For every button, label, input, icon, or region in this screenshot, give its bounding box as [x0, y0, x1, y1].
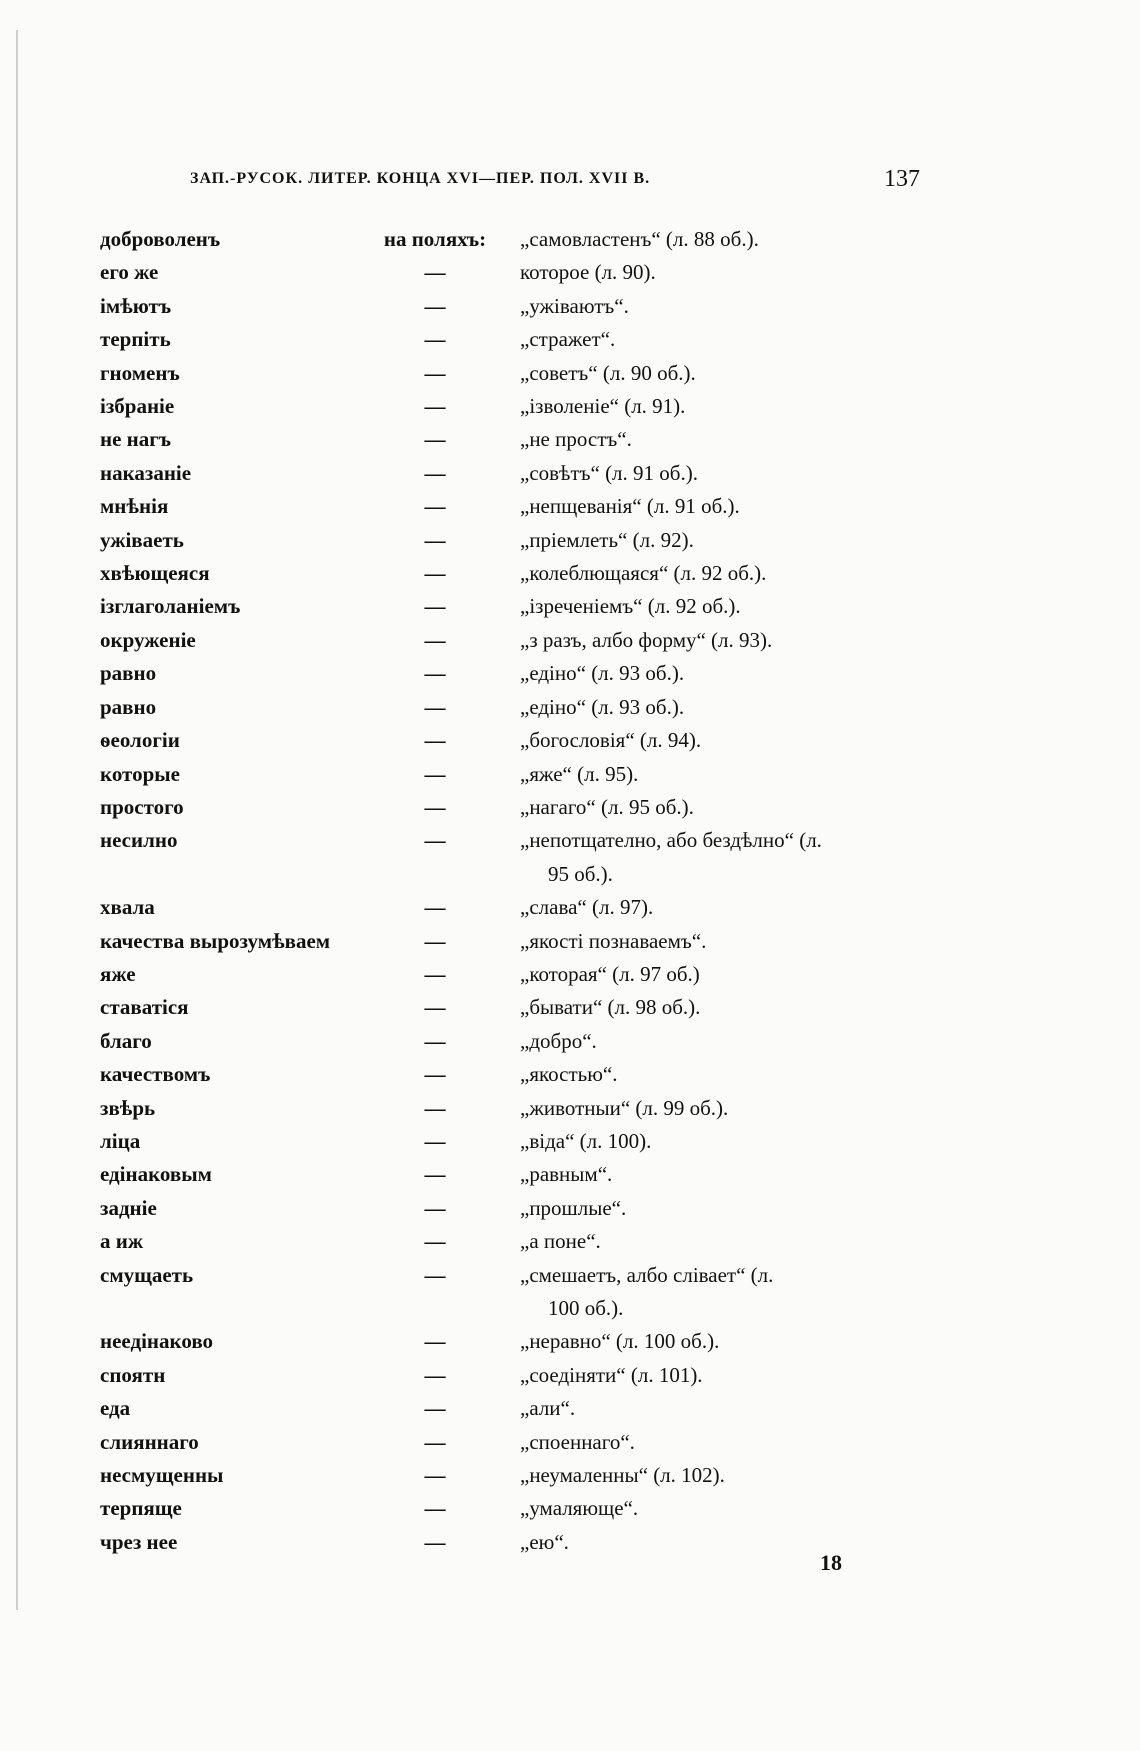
separator: — — [424, 1362, 446, 1387]
headword: ставатіся — [100, 995, 189, 1020]
signature-mark: 18 — [820, 1550, 842, 1575]
separator: — — [424, 427, 446, 452]
glossary-row — [100, 1259, 930, 1326]
headword: чрез нее — [100, 1529, 178, 1554]
headword: споятн — [100, 1362, 166, 1387]
glossary-row — [100, 1092, 930, 1125]
separator: — — [424, 627, 446, 652]
gloss-text: „з разъ, албо форму“ (л. 93). — [520, 627, 773, 652]
separator: — — [424, 460, 446, 485]
gloss-cell — [520, 1459, 930, 1492]
gloss-cell — [520, 758, 930, 791]
separator: — — [424, 360, 446, 385]
gloss-text: „неумаленны“ (л. 102). — [520, 1463, 725, 1488]
glossary-row — [100, 824, 930, 891]
gloss-cell — [520, 791, 930, 824]
gloss-text: „слава“ (л. 97). — [520, 895, 654, 920]
headword: неедінаково — [100, 1329, 214, 1354]
gloss-text: „самовластенъ“ (л. 88 об.). — [520, 227, 759, 251]
headword: слияннаго — [100, 1429, 199, 1454]
headword: терпіть — [100, 327, 171, 352]
gloss-text: „смешаетъ, албо слівает“ (л. — [520, 1262, 774, 1287]
glossary-row — [100, 557, 930, 590]
gloss-text: „добро“. — [520, 1028, 597, 1053]
gloss-cell — [520, 256, 930, 289]
separator: — — [424, 1262, 446, 1287]
gloss-text: „совѣтъ“ (л. 91 об.). — [520, 460, 698, 485]
gloss-cell — [520, 423, 930, 456]
gloss-cell — [520, 323, 930, 356]
gloss-cell — [520, 357, 930, 390]
glossary-row — [100, 1192, 930, 1225]
separator: — — [424, 961, 446, 986]
glossary-row — [100, 724, 930, 757]
gloss-text: „стражет“. — [520, 327, 616, 352]
headword: хвѣющеяся — [100, 561, 210, 586]
gloss-cell — [520, 1359, 930, 1392]
separator: — — [424, 327, 446, 352]
gloss-text: „колеблющаяся“ (л. 92 об.). — [520, 561, 767, 586]
separator: — — [424, 394, 446, 419]
gloss-cell — [520, 390, 930, 423]
gloss-cell — [520, 925, 930, 958]
headword: звѣрь — [100, 1095, 156, 1120]
separator: — — [424, 561, 446, 586]
separator: — — [424, 694, 446, 719]
glossary-row — [100, 891, 930, 924]
gloss-cell — [520, 490, 930, 523]
headword: імѣютъ — [100, 293, 172, 318]
gloss-text: „богословія“ (л. 94). — [520, 728, 702, 753]
gloss-text: „прошлые“. — [520, 1195, 627, 1220]
gloss-text: которое (л. 90). — [520, 260, 656, 285]
separator: — — [424, 1529, 446, 1554]
glossary-row — [100, 791, 930, 824]
headword: не нагъ — [100, 427, 172, 452]
gloss-cell — [520, 290, 930, 323]
gloss-text: „непщеванія“ (л. 91 об.). — [520, 494, 740, 519]
headword: а иж — [100, 1229, 144, 1254]
separator: — — [424, 728, 446, 753]
separator: — — [424, 995, 446, 1020]
glossary-row — [100, 323, 930, 356]
gloss-text: „споеннаго“. — [520, 1429, 635, 1454]
headword: ужіваеть — [100, 527, 184, 552]
gloss-cell — [520, 1526, 930, 1559]
separator: — — [424, 761, 446, 786]
gloss-cell — [520, 1259, 930, 1326]
gloss-text: „а поне“. — [520, 1229, 601, 1254]
gloss-cell — [520, 958, 930, 991]
glossary-row — [100, 490, 930, 523]
gloss-cell — [520, 1392, 930, 1425]
glossary-row — [100, 357, 930, 390]
separator: — — [424, 1095, 446, 1120]
headword: несилно — [100, 828, 178, 853]
gloss-cell — [520, 557, 930, 590]
separator: — — [424, 494, 446, 519]
separator: — — [424, 1463, 446, 1488]
gloss-cell — [520, 891, 930, 924]
headword: ізбраніе — [100, 394, 175, 419]
glossary-row — [100, 223, 930, 256]
gloss-text: „ізволеніе“ (л. 91). — [520, 394, 686, 419]
headword: терпяще — [100, 1496, 182, 1521]
headword: смущаеть — [100, 1262, 194, 1287]
running-head: ЗАП.-РУСОК. ЛИТЕР. КОНЦА XVI—ПЕР. ПОЛ. XVII В. — [190, 170, 651, 187]
glossary-row — [100, 657, 930, 690]
gloss-cell — [520, 590, 930, 623]
gloss-text: „якості познаваемъ“. — [520, 928, 707, 953]
gloss-text: „ужіваютъ“. — [520, 293, 629, 318]
headword: доброволенъ — [100, 227, 221, 251]
glossary-row — [100, 1459, 930, 1492]
separator: — — [424, 1396, 446, 1421]
page-number: 137 — [884, 166, 920, 192]
headword: еда — [100, 1396, 131, 1421]
gloss-text: „непотщателно, або бездѣлно“ (л. — [520, 828, 822, 853]
separator: — — [424, 1496, 446, 1521]
gloss-text: „ізреченіемъ“ (л. 92 об.). — [520, 594, 741, 619]
headword: наказаніе — [100, 460, 192, 485]
gloss-cell — [520, 1058, 930, 1091]
headword: простого — [100, 794, 184, 819]
gloss-continuation: 95 об.). — [548, 861, 613, 886]
gloss-cell — [520, 624, 930, 657]
glossary-row — [100, 256, 930, 289]
separator: — — [424, 527, 446, 552]
glossary-row — [100, 925, 930, 958]
gloss-text: „віда“ (л. 100). — [520, 1128, 652, 1153]
gloss-cell — [520, 1158, 930, 1191]
separator: — — [424, 1062, 446, 1087]
glossary-row — [100, 1158, 930, 1191]
headword: яже — [100, 961, 136, 986]
gloss-cell — [520, 1325, 930, 1358]
separator: — — [424, 260, 446, 285]
headword: гноменъ — [100, 360, 180, 385]
gloss-cell — [520, 1426, 930, 1459]
gloss-text: „бывати“ (л. 98 об.). — [520, 995, 701, 1020]
headword: его же — [100, 260, 159, 285]
gloss-cell — [520, 1192, 930, 1225]
headword: благо — [100, 1028, 152, 1053]
separator: — — [424, 661, 446, 686]
gloss-cell — [520, 223, 930, 256]
gloss-text: „соедіняти“ (л. 101). — [520, 1362, 703, 1387]
gloss-cell — [520, 457, 930, 490]
gloss-text: „яже“ (л. 95). — [520, 761, 639, 786]
gloss-text: „пріемлеть“ (л. 92). — [520, 527, 694, 552]
headword: ліца — [100, 1128, 141, 1153]
headword: несмущенны — [100, 1463, 224, 1488]
glossary-row — [100, 1058, 930, 1091]
headword: едінаковым — [100, 1162, 212, 1187]
headword: задніе — [100, 1195, 157, 1220]
gloss-text: „умаляюще“. — [520, 1496, 639, 1521]
headword: качествомъ — [100, 1062, 211, 1087]
gloss-cell — [520, 657, 930, 690]
glossary-row — [100, 1492, 930, 1525]
gloss-cell — [520, 991, 930, 1024]
glossary-row — [100, 590, 930, 623]
glossary-row — [100, 1125, 930, 1158]
gloss-text: „равным“. — [520, 1162, 613, 1187]
glossary-row — [100, 1225, 930, 1258]
glossary-row — [100, 1025, 930, 1058]
glossary-row — [100, 1526, 930, 1559]
gloss-text: „советъ“ (л. 90 об.). — [520, 360, 696, 385]
gloss-continuation: 100 об.). — [548, 1296, 624, 1320]
gloss-cell — [520, 724, 930, 757]
glossary-row — [100, 457, 930, 490]
separator: — — [424, 1229, 446, 1254]
page-header — [190, 166, 920, 196]
gloss-cell — [520, 1225, 930, 1258]
gloss-cell — [520, 691, 930, 724]
separator: — — [424, 594, 446, 619]
gloss-text: „неравно“ (л. 100 об.). — [520, 1329, 720, 1354]
separator: на поляхъ: — [383, 227, 487, 251]
glossary-row — [100, 290, 930, 323]
separator: — — [424, 1329, 446, 1354]
glossary-row — [100, 991, 930, 1024]
headword: качества вырозумѣваем — [100, 928, 331, 953]
headword: равно — [100, 661, 157, 686]
glossary-row — [100, 390, 930, 423]
gloss-text: „не простъ“. — [520, 427, 632, 452]
separator: — — [424, 794, 446, 819]
glossary-row — [100, 1325, 930, 1358]
separator: — — [424, 895, 446, 920]
glossary-row — [100, 691, 930, 724]
separator: — — [424, 928, 446, 953]
gloss-text: „ею“. — [520, 1529, 569, 1554]
gloss-cell — [520, 1125, 930, 1158]
glossary-row — [100, 1359, 930, 1392]
gloss-text: „али“. — [520, 1396, 576, 1421]
gloss-text: „якостью“. — [520, 1062, 618, 1087]
glossary-row — [100, 524, 930, 557]
glossary-row — [100, 758, 930, 791]
separator: — — [424, 1429, 446, 1454]
separator: — — [424, 293, 446, 318]
gloss-cell — [520, 1092, 930, 1125]
gloss-cell — [520, 824, 930, 891]
separator: — — [424, 1195, 446, 1220]
separator: — — [424, 1162, 446, 1187]
gloss-text: „которая“ (л. 97 об.) — [520, 961, 700, 986]
headword: окруженіе — [100, 627, 196, 652]
gloss-text: „животныи“ (л. 99 об.). — [520, 1095, 729, 1120]
separator: — — [424, 1128, 446, 1153]
glossary-row — [100, 1426, 930, 1459]
glossary-row — [100, 624, 930, 657]
gloss-text: „едіно“ (л. 93 об.). — [520, 694, 685, 719]
gloss-cell — [520, 1492, 930, 1525]
headword: ізглаголаніемъ — [100, 594, 241, 619]
headword: ѳеологіи — [100, 728, 180, 753]
separator: — — [424, 828, 446, 853]
gloss-text: „нагаго“ (л. 95 об.). — [520, 794, 694, 819]
gloss-text: „едіно“ (л. 93 об.). — [520, 661, 685, 686]
separator: — — [424, 1028, 446, 1053]
headword: равно — [100, 694, 157, 719]
headword: мнѣнія — [100, 494, 169, 519]
gloss-cell — [520, 1025, 930, 1058]
headword: хвала — [100, 895, 155, 920]
glossary-row — [100, 423, 930, 456]
page-edge-line — [16, 30, 18, 1610]
headword: которые — [100, 761, 180, 786]
gloss-cell — [520, 524, 930, 557]
glossary-row — [100, 1392, 930, 1425]
glossary-list — [100, 223, 930, 1559]
glossary-row — [100, 958, 930, 991]
